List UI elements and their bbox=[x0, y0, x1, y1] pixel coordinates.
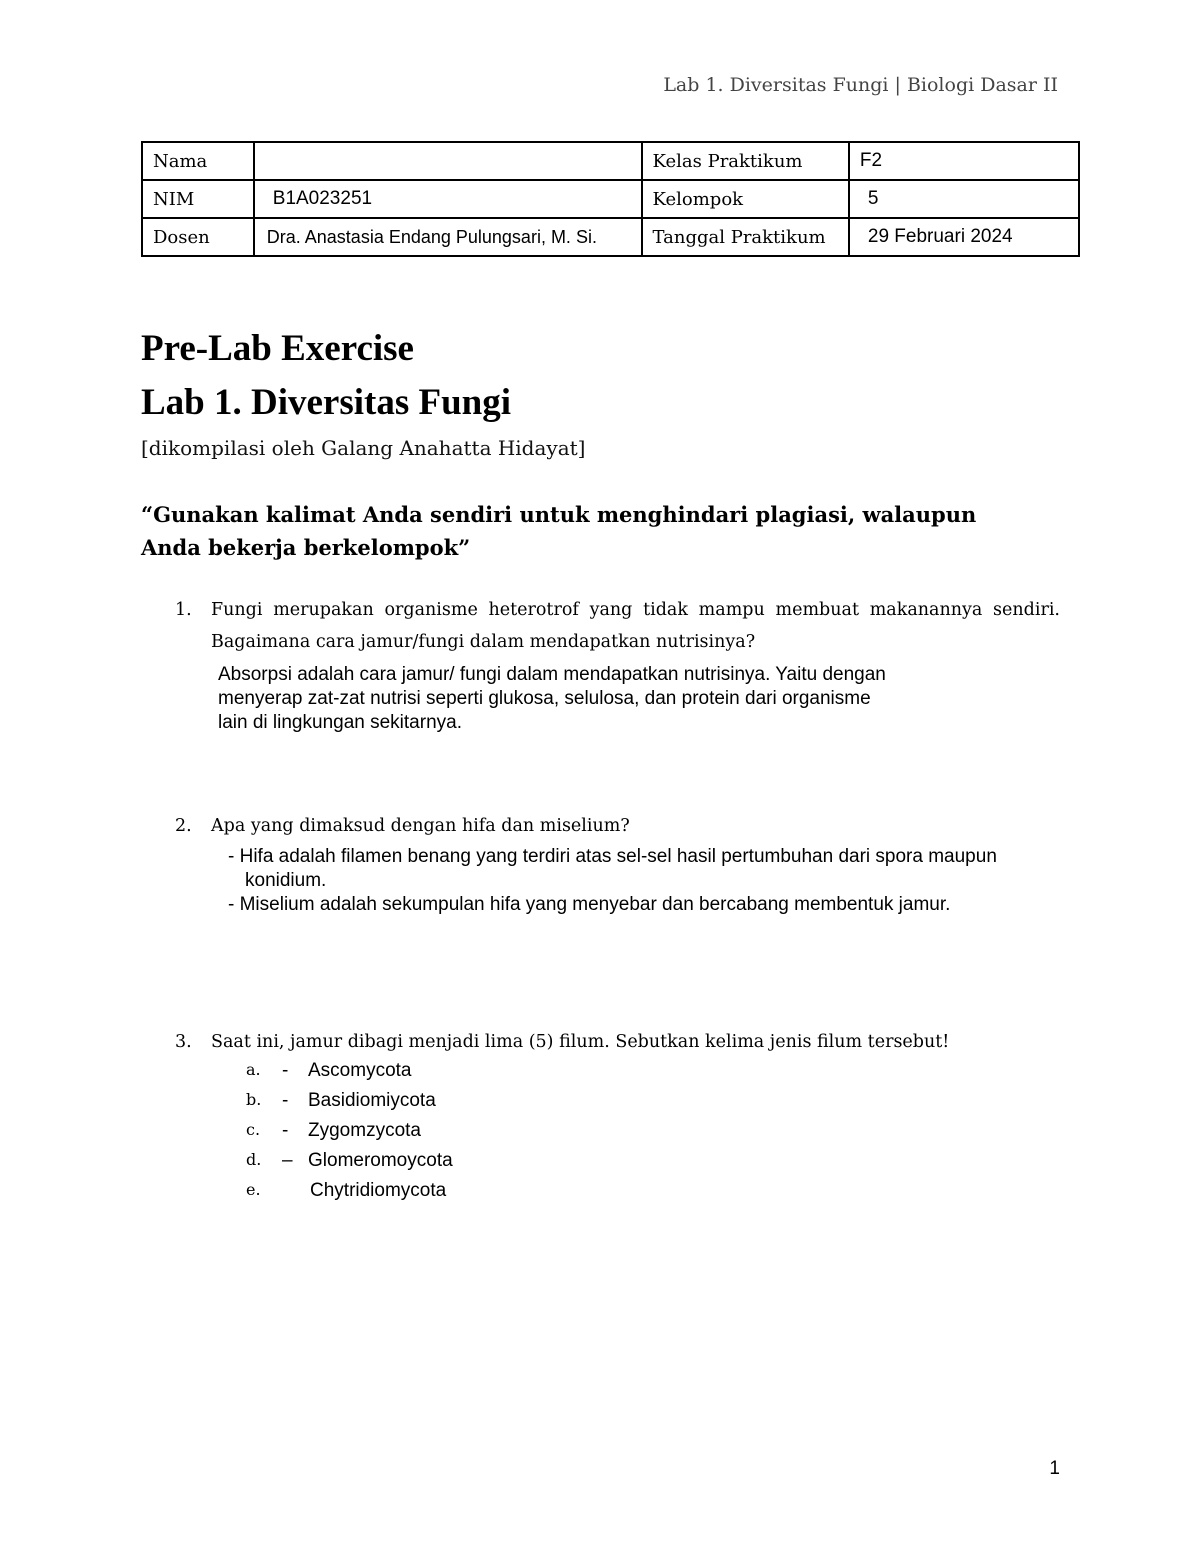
kelompok-value: 5 bbox=[849, 180, 1079, 218]
tanggal-value: 29 Februari 2024 bbox=[849, 218, 1079, 256]
table-row bbox=[142, 218, 1079, 256]
answer-line: - Hifa adalah filamen benang yang terdiri atas sel-sel hasil pertumbuhan dari spora maupun bbox=[228, 846, 997, 867]
list-letter: b. bbox=[246, 1090, 262, 1109]
phylum-name: Basidiomiycota bbox=[308, 1090, 436, 1111]
page-number: 1 bbox=[1049, 1458, 1060, 1479]
question-number: 3. bbox=[175, 1032, 192, 1052]
nama-value bbox=[254, 142, 642, 180]
lab-title: Lab 1. Diversitas Fungi bbox=[141, 382, 512, 423]
table-row bbox=[142, 180, 1079, 218]
question-text: Saat ini, jamur dibagi menjadi lima (5) filum. Sebutkan kelima jenis filum tersebut! bbox=[211, 1032, 950, 1052]
question-text: Apa yang dimaksud dengan hifa dan miselium? bbox=[211, 816, 630, 836]
phylum-name: Ascomycota bbox=[308, 1060, 412, 1081]
answer-line: konidium. bbox=[245, 870, 327, 891]
list-dash: - bbox=[282, 1120, 289, 1141]
list-letter: e. bbox=[246, 1180, 261, 1199]
question-number: 2. bbox=[175, 816, 192, 836]
question-text: Fungi merupakan organisme heterotrof yang tidak mampu membuat makanannya sendiri. Bagaimana cara jamur/fungi dalam mendapatkan nutrisinya? bbox=[211, 600, 1060, 652]
nama-label: Nama bbox=[142, 142, 254, 180]
answer-line: menyerap zat-zat nutrisi seperti glukosa, selulosa, dan protein dari organisme bbox=[218, 688, 871, 709]
list-dash: – bbox=[282, 1150, 293, 1171]
instruction-quote: “Gunakan kalimat Anda sendiri untuk menghindari plagiasi, walaupun Anda bekerja berkelompok” bbox=[141, 502, 977, 560]
phylum-name: Chytridiomycota bbox=[310, 1180, 447, 1201]
list-letter: c. bbox=[246, 1120, 261, 1139]
phylum-name: Glomeromoycota bbox=[308, 1150, 453, 1171]
kelompok-label: Kelompok bbox=[642, 180, 849, 218]
list-letter: a. bbox=[246, 1060, 261, 1079]
answer-2 bbox=[228, 845, 997, 917]
compiled-by: [dikompilasi oleh Galang Anahatta Hidayat] bbox=[141, 436, 586, 460]
phylum-name: Zygomzycota bbox=[308, 1120, 421, 1141]
answer-line: - Miselium adalah sekumpulan hifa yang menyebar dan bercabang membentuk jamur. bbox=[228, 894, 951, 915]
nim-label: NIM bbox=[142, 180, 254, 218]
page-title: Pre-Lab Exercise bbox=[141, 328, 414, 369]
running-header: Lab 1. Diversitas Fungi | Biologi Dasar II bbox=[663, 74, 1058, 96]
student-info-table bbox=[141, 141, 1080, 257]
question-1 bbox=[175, 594, 1060, 658]
dosen-value: Dra. Anastasia Endang Pulungsari, M. Si. bbox=[254, 218, 642, 256]
answer-1 bbox=[218, 663, 886, 735]
kelas-value: F2 bbox=[849, 142, 1079, 180]
answer-line: lain di lingkungan sekitarnya. bbox=[218, 712, 462, 733]
question-number: 1. bbox=[175, 600, 192, 620]
question-2 bbox=[175, 810, 1060, 842]
tanggal-label: Tanggal Praktikum bbox=[642, 218, 849, 256]
kelas-label: Kelas Praktikum bbox=[642, 142, 849, 180]
table-row bbox=[142, 142, 1079, 180]
question-3 bbox=[175, 1026, 1060, 1058]
dosen-label: Dosen bbox=[142, 218, 254, 256]
nim-value: B1A023251 bbox=[254, 180, 642, 218]
list-dash: - bbox=[282, 1090, 289, 1111]
answer-line: Absorpsi adalah cara jamur/ fungi dalam mendapatkan nutrisinya. Yaitu dengan bbox=[218, 664, 886, 685]
list-dash: - bbox=[282, 1060, 289, 1081]
list-letter: d. bbox=[246, 1150, 262, 1169]
